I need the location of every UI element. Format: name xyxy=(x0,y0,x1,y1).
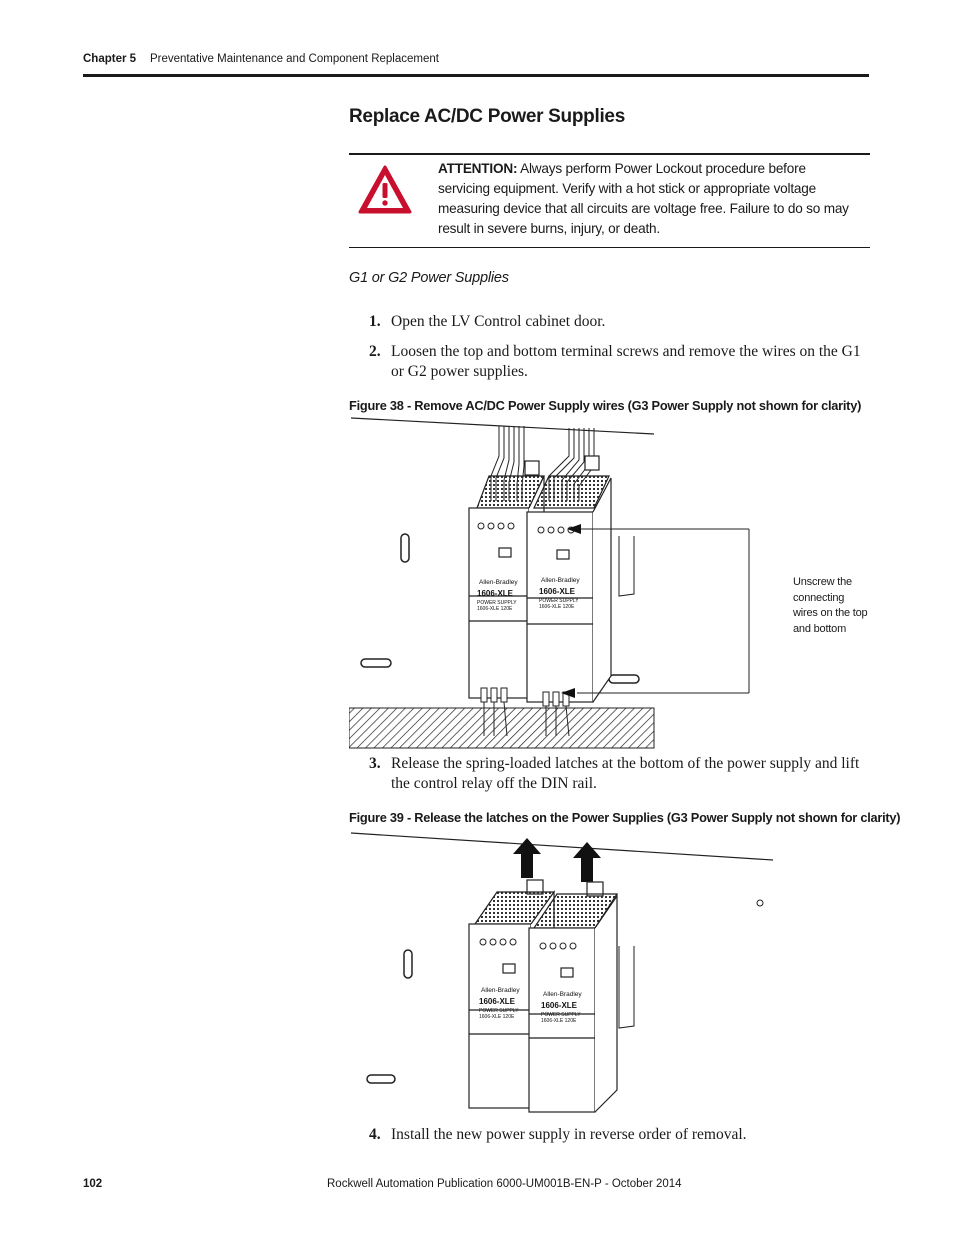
step-text: Release the spring-loaded latches at the bottom of the power supply and lift the control relay off the DIN rail. xyxy=(391,755,860,792)
figure-38-illustration xyxy=(349,416,754,750)
step-number: 2. xyxy=(369,343,381,360)
supply-2-model: 1606-XLE xyxy=(539,587,576,596)
attention-text: Always perform Power Lockout procedure before servicing equipment. Verify with a hot stick or appropriate voltage measuring device that all circuits are voltage free. Failure to do so may result in severe burns, injury, or death. xyxy=(438,161,849,236)
supply-1-model: 1606-XLE xyxy=(477,589,514,598)
figure-39-illustration xyxy=(349,828,777,1116)
figure-38-caption: Figure 38 - Remove AC/DC Power Supply wires (G3 Power Supply not shown for clarity) xyxy=(349,398,862,413)
step-number: 4. xyxy=(369,1126,381,1143)
step-text: Loosen the top and bottom terminal screws and remove the wires on the G1 or G2 power supplies. xyxy=(391,343,861,380)
supply-2-part: 1606-XLE 120E xyxy=(539,604,575,610)
attention-message xyxy=(438,159,858,239)
attention-bottom-rule xyxy=(349,247,870,248)
figure-39-caption: Figure 39 - Release the latches on the Power Supplies (G3 Power Supply not shown for clarity) xyxy=(349,810,901,825)
supply-1-part: 1606-XLE 120E xyxy=(479,1014,515,1020)
supply-2-part: 1606-XLE 120E xyxy=(541,1018,577,1024)
supply-2-model: 1606-XLE xyxy=(541,1001,578,1010)
step-number: 1. xyxy=(369,313,381,330)
subheading: G1 or G2 Power Supplies xyxy=(349,270,509,286)
chapter-title: Preventative Maintenance and Component Replacement xyxy=(150,53,439,65)
supply-1-brand: Allen-Bradley xyxy=(481,987,520,994)
step-text: Install the new power supply in reverse order of removal. xyxy=(391,1126,747,1143)
supply-1-part: 1606-XLE 120E xyxy=(477,606,513,612)
supply-1-brand: Allen-Bradley xyxy=(479,579,518,586)
supply-2-sublabel: POWER SUPPLY xyxy=(539,598,579,604)
section-title: Replace AC/DC Power Supplies xyxy=(349,106,625,127)
publication-info: Rockwell Automation Publication 6000-UM001B-EN-P - October 2014 xyxy=(327,1178,682,1190)
attention-label: ATTENTION: xyxy=(438,161,518,176)
page-number: 102 xyxy=(83,1178,103,1190)
attention-top-rule xyxy=(349,153,870,155)
supply-2-sublabel: POWER SUPPLY xyxy=(541,1012,581,1018)
supply-2-brand: Allen-Bradley xyxy=(543,991,582,998)
chapter-label: Chapter 5 xyxy=(83,53,137,65)
supply-2-brand: Allen-Bradley xyxy=(541,577,580,584)
supply-1-model: 1606-XLE xyxy=(479,997,516,1006)
figure-38-callout: Unscrew the connecting wires on the top and bottom xyxy=(793,576,868,636)
step-number: 3. xyxy=(369,755,381,772)
supply-1-sublabel: POWER SUPPLY xyxy=(479,1008,519,1014)
header-rule xyxy=(83,74,869,77)
supply-1-sublabel: POWER SUPPLY xyxy=(477,600,517,606)
step-text: Open the LV Control cabinet door. xyxy=(391,313,606,330)
warning-triangle-icon xyxy=(357,164,413,216)
